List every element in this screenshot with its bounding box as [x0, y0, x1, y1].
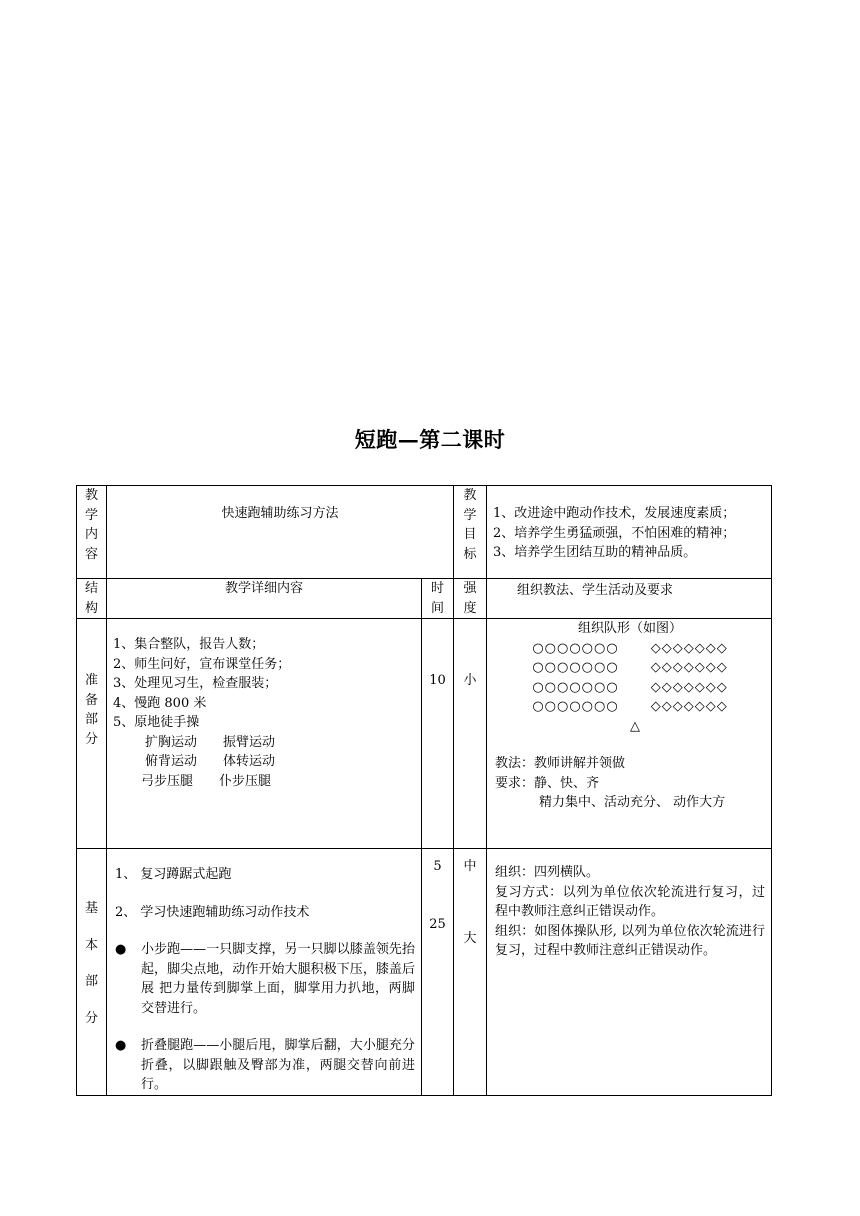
lesson-plan-table — [76, 485, 772, 1096]
list-item: 4、慢跑 800 米 — [113, 695, 207, 711]
bullet-icon: ● — [115, 942, 127, 957]
goal-item: 2、培养学生勇猛顽强，不怕困难的精神； — [493, 525, 736, 541]
exercise-row: 俯背运动 体转运动 — [145, 754, 276, 769]
formation-row: ○○○○○○○ ◇◇◇◇◇◇◇ — [532, 640, 728, 656]
org-text: 组织：四列横队。 — [495, 865, 600, 880]
time-header: 时 间 — [422, 579, 454, 619]
list-item: 2、师生问好，宣布课堂任务； — [113, 656, 291, 672]
content-value: 快速跑辅助练习方法 — [107, 486, 454, 579]
details-header: 教学详细内容 — [107, 579, 422, 619]
list-item: 3、处理见习生，检查服装； — [113, 676, 278, 691]
formation-row: ○○○○○○○ ◇◇◇◇◇◇◇ — [532, 679, 728, 695]
prep-intensity: 小 — [454, 619, 487, 849]
requirement-text: 要求：静、快、齐 — [495, 775, 600, 791]
prep-row — [77, 619, 772, 849]
org-text: 复习方式：以列为单位依次轮流进行复习，过程中教师注意纠正错误动作。 — [495, 884, 766, 919]
content-label: 教 学 内 容 — [77, 486, 107, 579]
organization-header: 组织教法、学生活动及要求 — [487, 579, 772, 619]
basic-organization — [487, 849, 772, 1096]
list-item: 2、 学习快速跑辅助练习动作技术 — [115, 904, 310, 920]
header-row — [77, 486, 772, 579]
formation-row: ○○○○○○○ ◇◇◇◇◇◇◇ — [532, 660, 728, 675]
list-item: 1、集合整队，报告人数； — [113, 637, 265, 652]
bullet-icon: ● — [115, 1038, 127, 1053]
prep-organization — [487, 619, 772, 849]
goal-label: 教 学 目 标 — [454, 486, 487, 579]
basic-intensity: 中 大 — [454, 849, 487, 1096]
goal-item: 1、改进途中跑动作技术，发展速度素质； — [493, 506, 736, 521]
goal-list — [487, 486, 772, 579]
exercise-row: 弓步压腿 仆步压腿 — [141, 773, 272, 789]
goal-item: 3、培养学生团结互助的精神品质。 — [493, 545, 697, 560]
column-header-row — [77, 579, 772, 619]
list-item: 5、原地徒手操 — [113, 715, 200, 730]
basic-details — [107, 849, 422, 1096]
formation-row: ○○○○○○○ ◇◇◇◇◇◇◇ — [532, 699, 728, 714]
prep-details — [107, 619, 422, 849]
basic-row — [77, 849, 772, 1096]
formation-title: 组织队形（如图） — [578, 621, 683, 636]
structure-header: 结 构 — [77, 579, 107, 619]
teacher-mark: △ — [630, 718, 641, 734]
list-item: ● 折叠腿跑——小腿后甩，脚掌后翻，大小腿充分折叠，以脚跟触及臀部为准，两腿交替向前进行。 — [115, 1036, 415, 1095]
org-text: 组织：如图体操队形, 以列为单位依次轮流进行复习，过程中教师注意纠正错误动作。 — [495, 923, 766, 958]
intensity-header: 强 度 — [454, 579, 487, 619]
basic-label: 基 本 部 分 — [77, 849, 107, 1096]
prep-time: 10 — [422, 619, 454, 849]
method-text: 教法：教师讲解并领做 — [495, 756, 626, 771]
exercise-row: 扩胸运动 振臂运动 — [145, 734, 276, 750]
list-item: 1、 复习蹲踞式起跑 — [115, 867, 232, 882]
requirement-text: 精力集中、活动充分、 动作大方 — [539, 795, 726, 810]
basic-time: 5 25 — [422, 849, 454, 1096]
page-title: 短跑—第二课时 — [354, 427, 506, 452]
list-item: ● 小步跑——一只脚支撑，另一只脚以膝盖领先抬起，脚尖点地，动作开始大腿积极下压，膝盖后展 把力量传到脚掌上面，脚掌用力扒地，两脚交替进行。 — [115, 940, 415, 1018]
prep-label: 准 备 部 分 — [77, 619, 107, 849]
